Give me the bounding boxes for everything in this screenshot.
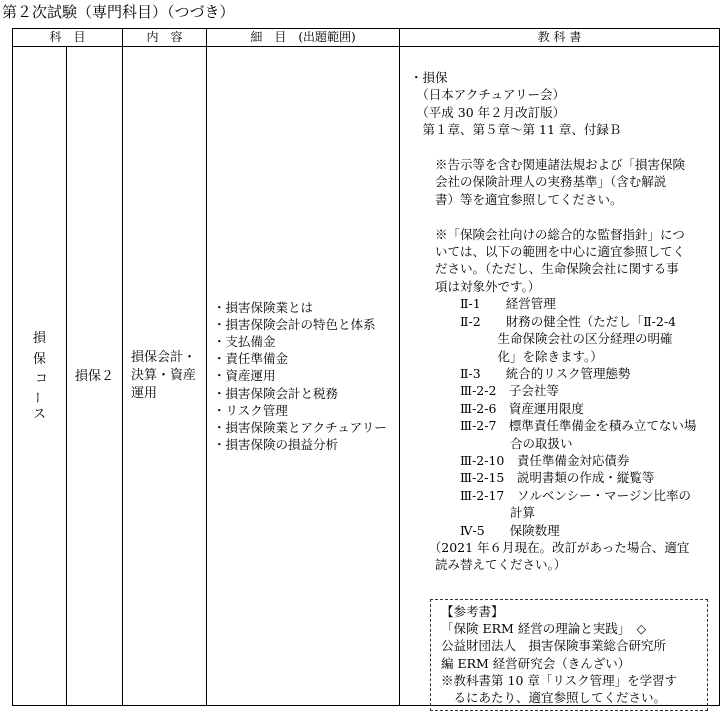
textbook-line: 化」を除きます。）: [410, 348, 603, 364]
textbook-line: Ⅲ-2-7 標準責任準備金を積み立てない場: [410, 418, 697, 434]
table-row: [13, 47, 720, 706]
textbook-line: ※「保険会社向けの総合的な監督指針」につ: [410, 226, 685, 242]
content-line: 損保会計・: [131, 350, 197, 365]
textbook-line: Ⅱ-3 統合的リスク管理態勢: [410, 365, 631, 381]
textbook-line: 項は対象外です。）: [410, 278, 541, 294]
textbook-line: Ⅳ-5 保険数理: [410, 522, 560, 538]
course-char: ー: [28, 390, 44, 404]
content-line: 運用: [131, 386, 158, 401]
textbook-line: Ⅲ-2-10 責任準備金対応債券: [410, 452, 630, 468]
textbook-line: ※告示等を含む関連諸法規および「損害保険: [410, 157, 686, 173]
subject-cell: 損保２: [67, 47, 123, 706]
header-detail: 細 目 (出題範囲): [207, 29, 400, 47]
textbook-line: 生命保険会社の区分経理の明確: [410, 331, 673, 347]
reference-line: るにあたり、適宜参照してください。: [441, 690, 667, 706]
textbook-line: 読み替えてください。）: [410, 557, 567, 573]
textbook-line: （日本アクチュアリー会）: [410, 87, 566, 103]
course-char: 損: [32, 330, 46, 346]
syllabus-table: [12, 28, 720, 706]
textbook-line: 計算: [410, 505, 536, 521]
textbook-line: ・損保: [410, 70, 448, 85]
textbook-line: Ⅱ-2 財務の健全性（ただし「Ⅱ-2-4: [410, 313, 677, 329]
textbook-line: いては、以下の範囲を中心に適宜参照してく: [410, 244, 686, 260]
detail-cell: [207, 47, 400, 706]
textbook-line: Ⅲ-2-6 資産運用限度: [410, 400, 584, 416]
textbook-line: 第１章、第５章〜第 11 章、付録Ｂ: [410, 122, 622, 138]
table-header-row: [13, 29, 720, 47]
detail-item: ・損害保険会計の特色と体系: [213, 316, 376, 332]
textbook-line: Ⅲ-2-17 ソルベンシー・マージン比率の: [410, 487, 692, 503]
textbook-line: Ⅲ-2-2 子会社等: [410, 383, 559, 399]
content-cell: [123, 47, 207, 706]
detail-item: ・リスク管理: [213, 402, 288, 418]
textbook-line: （2021 年６月現在。改訂があった場合、適宜: [410, 539, 690, 555]
textbook-line: ださい。（ただし、生命保険会社に関する事: [410, 261, 679, 277]
course-char: コ: [32, 370, 47, 384]
textbook-cell: [400, 47, 720, 706]
header-content: 内 容: [123, 29, 207, 47]
reference-box: [430, 599, 708, 711]
detail-item: ・損害保険業とアクチュアリー: [213, 420, 387, 435]
detail-item: ・損害保険の損益分析: [213, 437, 339, 453]
course-char: ス: [32, 406, 46, 422]
reference-line: 「保険 ERM 経営の理論と実践」 ◇: [441, 621, 647, 637]
textbook-line: [410, 139, 713, 156]
textbook-line: （平成 30 年２月改訂版）: [410, 104, 566, 120]
reference-line: 編 ERM 経営研究会（きんざい）: [441, 655, 631, 671]
course-cell: [13, 47, 67, 706]
textbook-line: Ⅱ-1 経営管理: [410, 296, 556, 312]
detail-item: ・資産運用: [213, 368, 276, 384]
content-line: 決算・資産: [131, 368, 197, 383]
reference-line: 公益財団法人 損害保険事業総合研究所: [441, 638, 667, 654]
detail-item: ・損害保険業とは: [213, 299, 314, 315]
textbook-line: 書）等を適宜参照してください。: [410, 191, 623, 207]
textbook-line: 合の取扱い: [410, 435, 573, 451]
textbook-line: Ⅲ-2-15 説明書類の作成・縦覧等: [410, 470, 655, 486]
detail-item: ・支払備金: [213, 333, 276, 349]
header-subject: 科 目: [13, 29, 123, 47]
reference-line: ※教科書第 10 章「リスク管理」を学習す: [441, 672, 678, 688]
header-textbook: 教 科 書: [400, 29, 720, 47]
textbook-line: [410, 208, 713, 225]
page-title: 第２次試験（専門科目）（つづき）: [2, 3, 235, 21]
detail-item: ・損害保険会計と税務: [213, 385, 339, 401]
detail-item: ・責任準備金: [213, 351, 289, 367]
reference-line: 【参考書】: [441, 604, 504, 619]
textbook-line: 会社の保険計理人の実務基準」（含む解説: [410, 174, 667, 190]
course-char: 保: [32, 351, 46, 367]
